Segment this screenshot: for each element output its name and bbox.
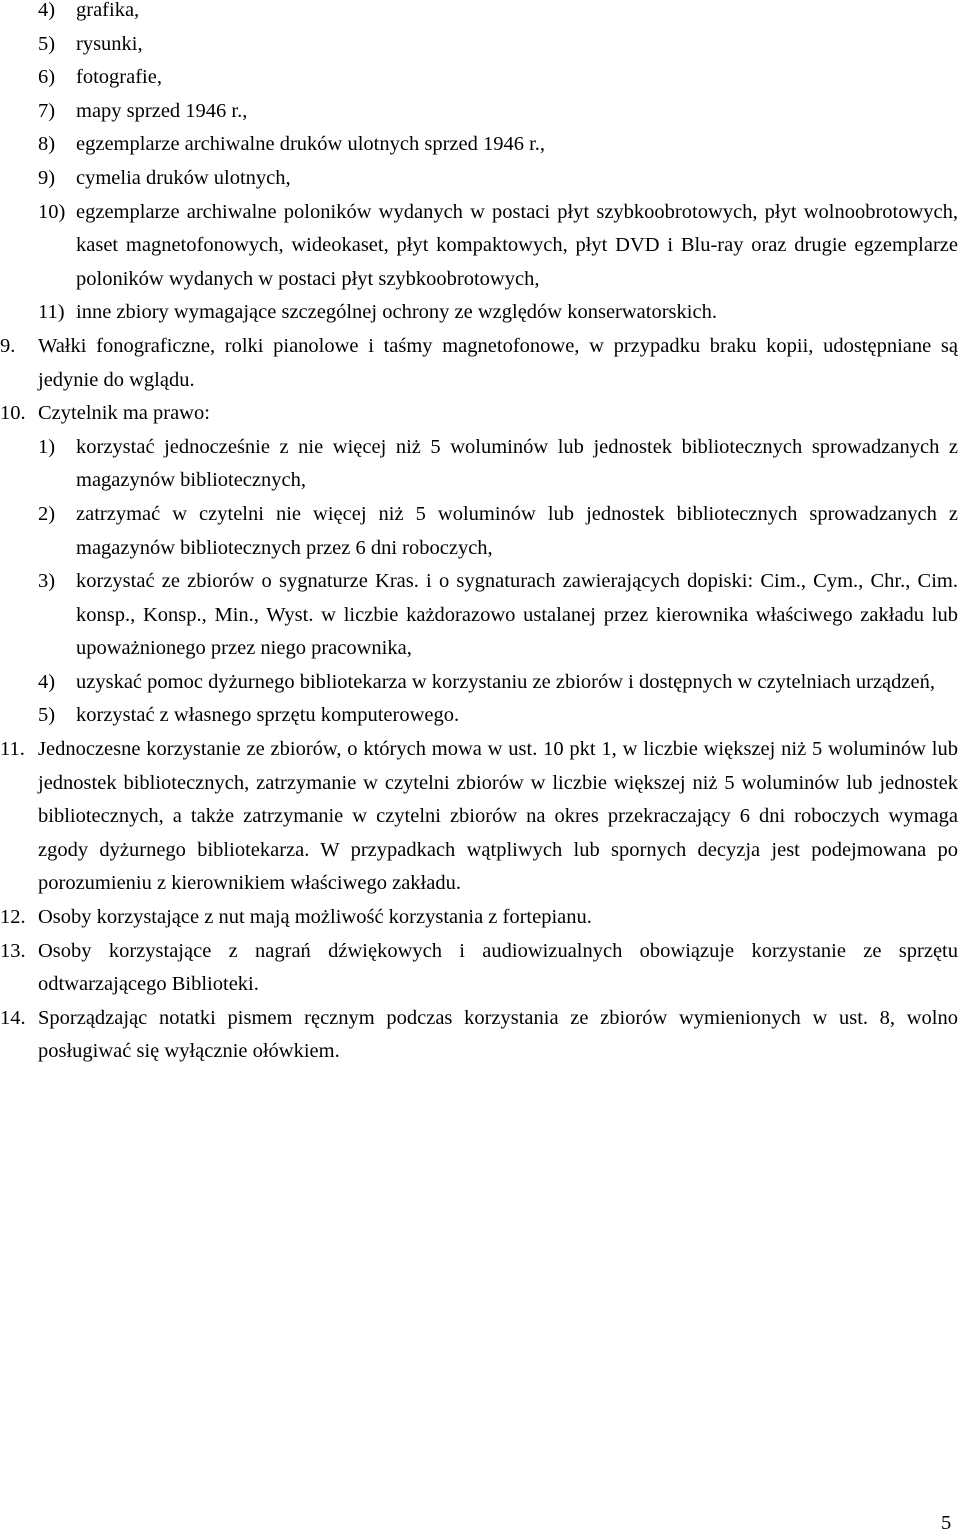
item-number: 11)	[38, 301, 65, 324]
item-text: zatrzymać w czytelni nie więcej niż 5 woluminów lub jednostek bibliotecznych sprowadzanych z magazynów bibliotecznych przez 6 dni roboczych,	[76, 502, 958, 559]
list-item	[0, 498, 958, 565]
paragraph-number: 11.	[0, 738, 25, 761]
item-number: 1)	[38, 435, 56, 458]
paragraph-number: 12.	[0, 906, 26, 929]
item-number: 5)	[38, 704, 56, 727]
item-text: egzemplarze archiwalne druków ulotnych sprzed 1946 r.,	[76, 133, 546, 156]
item-number: 4)	[38, 670, 56, 693]
list-item	[0, 61, 958, 95]
paragraph-text: Osoby korzystające z nut mają możliwość korzystania z fortepianu.	[38, 906, 592, 929]
paragraph-text: Osoby korzystające z nagrań dźwiękowych i audiowizualnych obowiązuje korzystanie ze sprzętu odtwarzającego Biblioteki.	[38, 939, 958, 996]
paragraph-text: Czytelnik ma prawo:	[38, 402, 210, 425]
list-item	[0, 28, 958, 62]
paragraph-text: Sporządzając notatki pismem ręcznym podczas korzystania ze zbiorów wymienionych w ust. 8, wolno posługiwać się wyłącznie ołówkiem.	[38, 1006, 958, 1063]
paragraph-number: 14.	[0, 1006, 26, 1029]
item-text: rysunki,	[76, 32, 143, 55]
paragraph-text: Wałki fonograficzne, rolki pianolowe i taśmy magnetofonowe, w przypadku braku kopii, udostępniane są jedynie do wglądu.	[38, 334, 958, 391]
list-item	[0, 0, 958, 28]
item-text: egzemplarze archiwalne poloników wydanych w postaci płyt szybkoobrotowych, płyt wolnoobrotowych, kaset magnetofonowych, wideokaset, płyt kompaktowych, płyt DVD i Blu-ray oraz drugie egzemplarze poloników wydanych w postaci płyt szybkoobrotowych,	[76, 200, 958, 290]
item-number: 2)	[38, 502, 56, 525]
list-item	[0, 666, 958, 700]
page-number: 5	[941, 1512, 952, 1534]
item-number: 7)	[38, 99, 56, 122]
paragraph-14	[0, 1002, 960, 1069]
list-item	[0, 128, 958, 162]
item-number: 10)	[38, 200, 66, 223]
list-item	[0, 95, 958, 129]
item-text: cymelia druków ulotnych,	[76, 166, 291, 189]
item-text: korzystać jednocześnie z nie więcej niż 5 woluminów lub jednostek bibliotecznych sprowadzanych z magazynów bibliotecznych,	[76, 435, 958, 492]
item-number: 5)	[38, 32, 56, 55]
list-item	[0, 162, 958, 196]
list-item	[0, 196, 958, 297]
item-text: fotografie,	[76, 66, 162, 89]
paragraph-11	[0, 733, 960, 901]
paragraph-10	[0, 397, 960, 431]
item-text: korzystać ze zbiorów o sygnaturze Kras. i o sygnaturach zawierających dopiski: Cim., Cym., Chr., Cim. konsp., Konsp., Min., Wyst. w liczbie każdorazowo ustalanej przez kierownika właściwego zakładu lub upoważnionego przez niego pracownika,	[76, 570, 958, 660]
list-item	[0, 565, 958, 666]
paragraph-9	[0, 330, 960, 397]
item-text: mapy sprzed 1946 r.,	[76, 99, 248, 122]
paragraph-text: Jednoczesne korzystanie ze zbiorów, o których mowa w ust. 10 pkt 1, w liczbie większej niż 5 woluminów lub jednostek bibliotecznych, zatrzymanie w czytelni zbiorów w liczbie większej niż 5 woluminów lub jednostek bibliotecznych, a także zatrzymanie w czytelni zbiorów na okres przekraczający 6 dni roboczych wymaga zgody dyżurnego bibliotekarza. W przypadkach wątpliwych lub spornych decyzja jest podejmowana po porozumieniu z kierownikiem właściwego zakładu.	[38, 738, 958, 895]
item-number: 4)	[38, 0, 56, 21]
paragraph-13	[0, 935, 960, 1002]
paragraph-12	[0, 901, 960, 935]
list-item	[0, 296, 958, 330]
paragraph-number: 13.	[0, 939, 26, 962]
item-text: korzystać z własnego sprzętu komputerowego.	[76, 704, 460, 727]
list-item	[0, 431, 958, 498]
paragraph-number: 9.	[0, 334, 16, 357]
item-number: 8)	[38, 133, 56, 156]
list-item	[0, 699, 958, 733]
paragraph-number: 10.	[0, 402, 26, 425]
item-number: 6)	[38, 66, 56, 89]
item-text: grafika,	[76, 0, 140, 21]
item-number: 9)	[38, 166, 56, 189]
item-number: 3)	[38, 570, 56, 593]
item-text: uzyskać pomoc dyżurnego bibliotekarza w korzystaniu ze zbiorów i dostępnych w czytelniach urządzeń,	[76, 670, 935, 693]
item-text: inne zbiory wymagające szczególnej ochrony ze względów konserwatorskich.	[76, 301, 717, 324]
